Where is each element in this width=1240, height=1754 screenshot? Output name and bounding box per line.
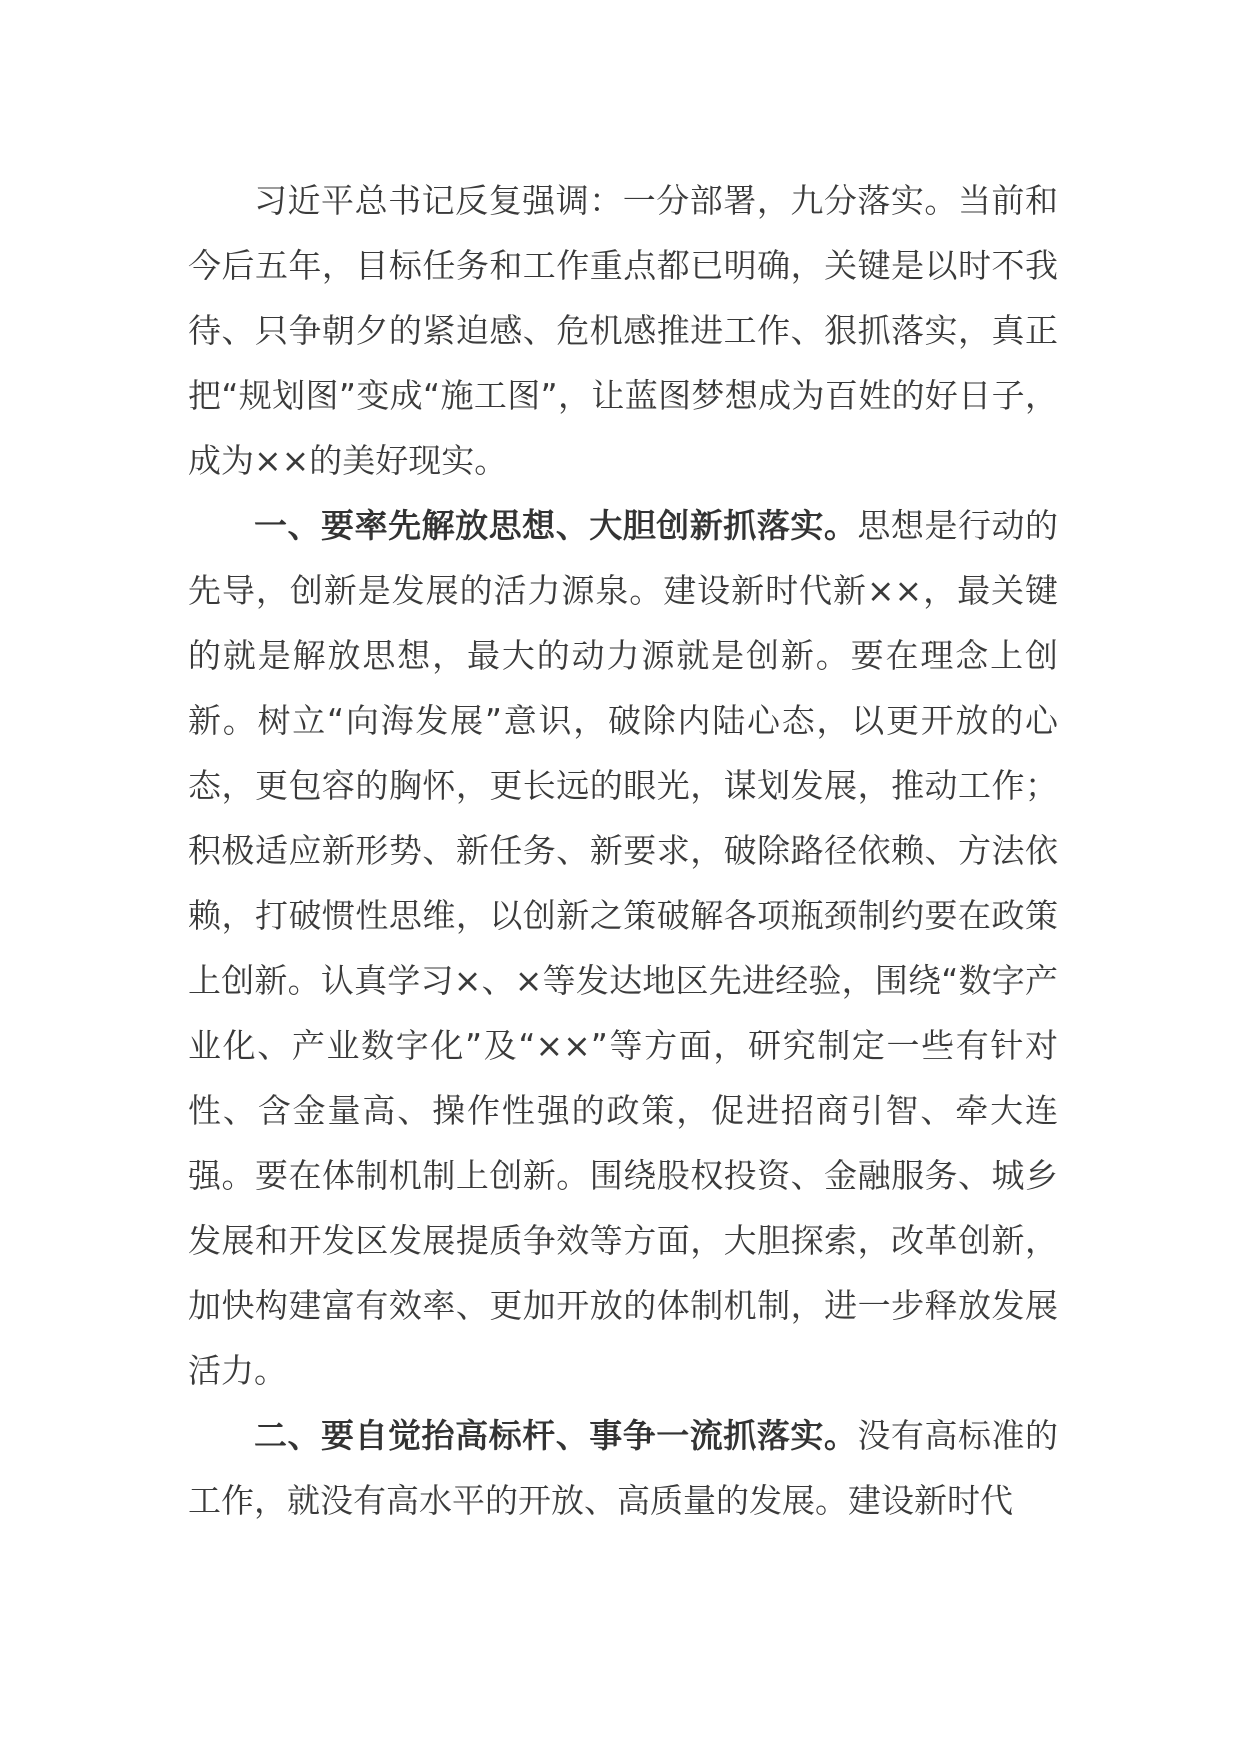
- intro-paragraph: [188, 168, 1058, 493]
- section-two-text: 没有高标准的工作，就没有高水平的开放、高质量的发展。建设新时代: [188, 1416, 1059, 1520]
- section-one-paragraph: [188, 493, 1058, 1403]
- section-one-heading: 一、要率先解放思想、大胆创新抓落实。: [254, 506, 858, 545]
- section-two-paragraph: [188, 1403, 1058, 1533]
- section-one-text: 思想是行动的先导，创新是发展的活力源泉。建设新时代新××，最关键的就是解放思想，最大的动力源就是创新。要在理念上创新。树立“向海发展”意识，破除内陆心态，以更开放的心态，更包容的胸怀，更长远的眼光，谋划发展，推动工作；积极适应新形势、新任务、新要求，破除路径依赖、方法依赖，打破惯性思维，以创新之策破解各项瓶颈制约要在政策上创新。认真学习×、×等发达地区先进经验，围绕“数字产业化、产业数字化”及“××”等方面，研究制定一些有针对性、含金量高、操作性强的政策，促进招商引智、牵大连强。要在体制机制上创新。围绕股权投资、金融服务、城乡发展和开发区发展提质争效等方面，大胆探索，改革创新，加快构建富有效率、更加开放的体制机制，进一步释放发展活力。: [188, 506, 1059, 1390]
- section-two-heading: 二、要自觉抬高标杆、事争一流抓落实。: [254, 1416, 858, 1455]
- document-body: [188, 168, 1058, 1533]
- intro-paragraph-text: 习近平总书记反复强调：一分部署，九分落实。当前和今后五年，目标任务和工作重点都已明确，关键是以时不我待、只争朝夕的紧迫感、危机感推进工作、狠抓落实，真正把“规划图”变成“施工图”，让蓝图梦想成为百姓的好日子，成为××的美好现实。: [188, 181, 1058, 480]
